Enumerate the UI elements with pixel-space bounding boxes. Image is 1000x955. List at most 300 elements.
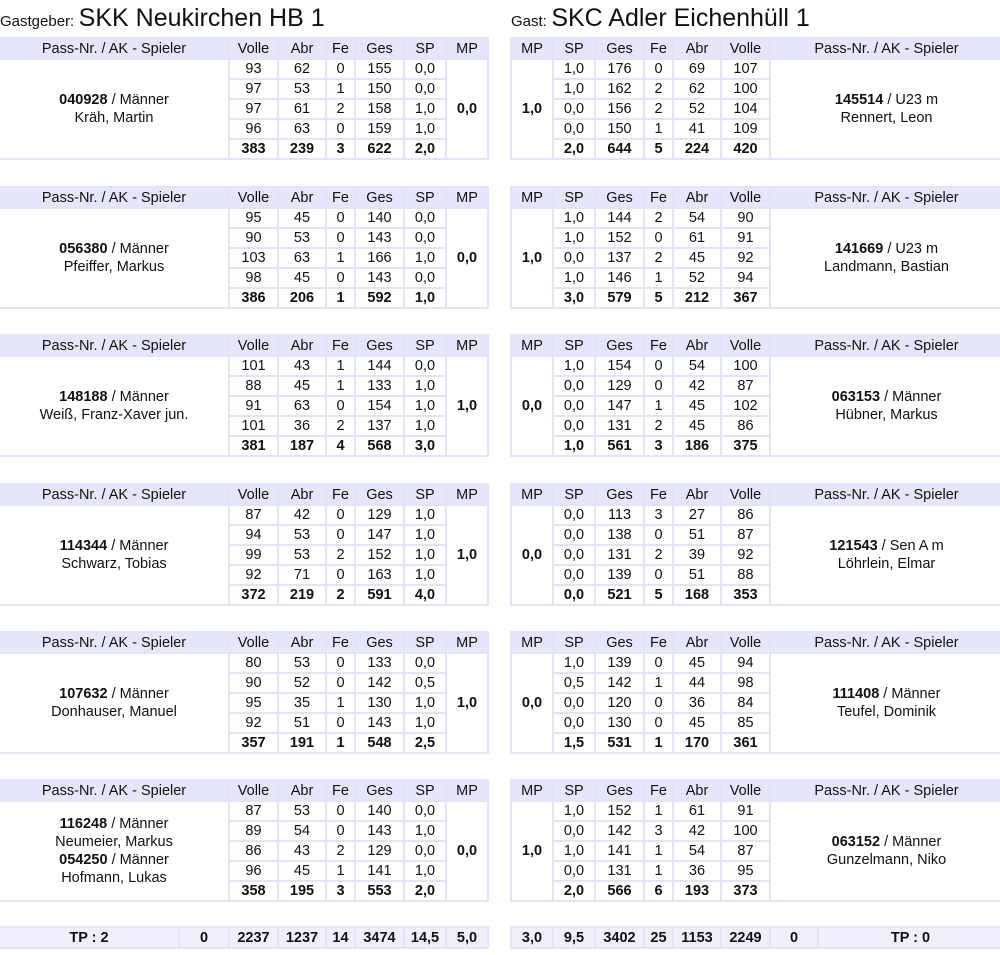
lane-row	[0, 653, 488, 673]
guest-player-table	[510, 779, 1000, 902]
score-cell: 0,0	[404, 79, 446, 99]
score-cell: 1,0	[553, 268, 595, 288]
pass-number: 056380	[59, 241, 108, 257]
score-cell: 0	[326, 59, 355, 79]
score-cell: 0,0	[404, 59, 446, 79]
score-cell: 0,0	[553, 585, 595, 605]
score-cell: 62	[673, 79, 721, 99]
score-cell: 131	[595, 861, 644, 881]
column-header-player: Pass-Nr. / AK - Spieler	[770, 484, 1000, 505]
score-cell: 101	[229, 356, 278, 376]
score-cell: 0	[326, 565, 355, 585]
score-cell: 1	[326, 376, 355, 396]
score-cell: 1	[326, 288, 355, 308]
score-cell: 0	[326, 505, 355, 525]
column-header-mp: MP	[511, 38, 553, 59]
score-cell: 45	[673, 396, 721, 416]
player-name: Kräh, Martin	[74, 110, 154, 126]
home-totals-row	[0, 926, 489, 949]
score-cell: 0	[326, 653, 355, 673]
column-header-mp: MP	[446, 187, 488, 208]
home-team-points: TP : 2	[0, 927, 179, 948]
column-header-ges: Ges	[595, 38, 644, 59]
score-cell: 2	[644, 248, 673, 268]
pass-number: 141669	[834, 241, 884, 257]
match-points-cell: 1,0	[446, 653, 488, 753]
score-cell: 42	[673, 376, 721, 396]
score-cell: 147	[355, 525, 404, 545]
score-cell: 97	[229, 99, 278, 119]
score-cell: 5	[644, 585, 673, 605]
column-header-volle: Volle	[721, 484, 770, 505]
score-cell: 195	[278, 881, 326, 901]
score-cell: 154	[355, 396, 404, 416]
lane-row	[0, 801, 488, 821]
player-name: Donhauser, Manuel	[51, 704, 177, 720]
column-header-fe: Fe	[644, 484, 673, 505]
score-cell: 150	[355, 79, 404, 99]
score-cell: 51	[673, 525, 721, 545]
score-cell: 109	[721, 119, 770, 139]
home-total-fe: 14	[326, 927, 355, 948]
column-header-fe: Fe	[326, 632, 355, 653]
score-cell: 142	[595, 821, 644, 841]
score-cell: 27	[673, 505, 721, 525]
score-cell: 0	[326, 821, 355, 841]
column-header-abr: Abr	[278, 187, 326, 208]
score-cell: 43	[278, 356, 326, 376]
column-header-abr: Abr	[278, 632, 326, 653]
column-header-sp: SP	[404, 632, 446, 653]
column-header-ges: Ges	[355, 335, 404, 356]
column-header-player: Pass-Nr. / AK - Spieler	[770, 780, 1000, 801]
score-cell: 2,0	[553, 881, 595, 901]
score-cell: 139	[595, 653, 644, 673]
header-row	[0, 632, 488, 653]
score-cell: 521	[595, 585, 644, 605]
header-row	[511, 335, 1000, 356]
score-cell: 1	[644, 673, 673, 693]
home-player-table	[0, 779, 489, 902]
score-cell: 2,0	[404, 139, 446, 159]
column-header-fe: Fe	[644, 780, 673, 801]
column-header-mp: MP	[446, 632, 488, 653]
column-header-fe: Fe	[326, 38, 355, 59]
score-cell: 45	[278, 208, 326, 228]
age-class: / Sen A m	[877, 538, 944, 554]
score-cell: 531	[595, 733, 644, 753]
score-cell: 144	[595, 208, 644, 228]
score-cell: 1,0	[553, 79, 595, 99]
header-row	[511, 632, 1000, 653]
score-cell: 103	[229, 248, 278, 268]
column-header-player: Pass-Nr. / AK - Spieler	[770, 187, 1000, 208]
score-cell: 152	[595, 228, 644, 248]
score-cell: 4	[326, 436, 355, 456]
score-cell: 98	[229, 268, 278, 288]
column-header-abr: Abr	[673, 632, 721, 653]
score-cell: 0,0	[553, 376, 595, 396]
score-cell: 2	[326, 841, 355, 861]
column-header-mp: MP	[511, 632, 553, 653]
pass-number: 040928	[59, 92, 108, 108]
player-cell	[0, 356, 229, 456]
score-cell: 353	[721, 585, 770, 605]
score-cell: 1,0	[553, 436, 595, 456]
score-cell: 176	[595, 59, 644, 79]
score-cell: 52	[278, 673, 326, 693]
score-cell: 96	[229, 861, 278, 881]
score-cell: 45	[673, 416, 721, 436]
score-cell: 5	[644, 288, 673, 308]
header-row	[0, 780, 488, 801]
score-cell: 130	[355, 693, 404, 713]
column-header-sp: SP	[404, 38, 446, 59]
score-cell: 138	[595, 525, 644, 545]
column-header-fe: Fe	[326, 335, 355, 356]
score-cell: 140	[355, 208, 404, 228]
age-class: / Männer	[880, 389, 942, 405]
score-cell: 158	[355, 99, 404, 119]
score-cell: 36	[278, 416, 326, 436]
score-cell: 4,0	[404, 585, 446, 605]
score-cell: 0	[326, 396, 355, 416]
age-class: / Männer	[107, 389, 169, 405]
score-cell: 130	[595, 713, 644, 733]
column-header-fe: Fe	[644, 632, 673, 653]
score-cell: 54	[278, 821, 326, 841]
score-cell: 53	[278, 228, 326, 248]
score-cell: 54	[673, 356, 721, 376]
score-cell: 386	[229, 288, 278, 308]
score-cell: 1,0	[553, 356, 595, 376]
score-cell: 54	[673, 841, 721, 861]
score-cell: 85	[721, 713, 770, 733]
score-cell: 53	[278, 545, 326, 565]
column-header-sp: SP	[553, 187, 595, 208]
home-player-table	[0, 334, 489, 457]
score-cell: 0	[644, 693, 673, 713]
guest-team-name: SKC Adler Eichenhüll 1	[551, 4, 810, 32]
score-cell: 5	[644, 139, 673, 159]
column-header-player: Pass-Nr. / AK - Spieler	[770, 632, 1000, 653]
guest-player-table	[510, 631, 1000, 754]
pass-number: 145514	[834, 92, 884, 108]
match-points-cell: 1,0	[511, 59, 553, 159]
age-class: / U23 m	[883, 241, 939, 257]
match-points-cell: 0,0	[511, 356, 553, 456]
score-cell: 1	[644, 841, 673, 861]
score-cell: 0	[644, 713, 673, 733]
score-cell: 358	[229, 881, 278, 901]
score-cell: 54	[673, 208, 721, 228]
score-cell: 100	[721, 79, 770, 99]
score-cell: 0	[326, 268, 355, 288]
score-cell: 191	[278, 733, 326, 753]
score-cell: 0,0	[553, 565, 595, 585]
score-cell: 44	[673, 673, 721, 693]
header-row	[0, 484, 488, 505]
score-cell: 92	[721, 248, 770, 268]
column-header-ges: Ges	[595, 187, 644, 208]
guest-team-points: TP : 0	[818, 927, 1000, 948]
score-cell: 0	[644, 59, 673, 79]
score-cell: 113	[595, 505, 644, 525]
score-cell: 1,0	[404, 288, 446, 308]
column-header-mp: MP	[511, 335, 553, 356]
score-cell: 87	[721, 525, 770, 545]
column-header-sp: SP	[553, 38, 595, 59]
score-cell: 39	[673, 545, 721, 565]
score-cell: 0	[326, 525, 355, 545]
guest-total-fe: 25	[644, 927, 673, 948]
header-row	[0, 187, 488, 208]
score-cell: 162	[595, 79, 644, 99]
pass-number: 063152	[831, 834, 881, 850]
score-cell: 142	[595, 673, 644, 693]
column-header-mp: MP	[446, 335, 488, 356]
pass-number: 148188	[59, 389, 108, 405]
player-pass-line	[0, 240, 228, 258]
score-cell: 357	[229, 733, 278, 753]
score-cell: 42	[278, 505, 326, 525]
column-header-ges: Ges	[355, 484, 404, 505]
score-cell: 84	[721, 693, 770, 713]
score-cell: 367	[721, 288, 770, 308]
score-cell: 381	[229, 436, 278, 456]
score-cell: 420	[721, 139, 770, 159]
player-cell	[770, 356, 1000, 456]
score-cell: 41	[673, 119, 721, 139]
player-cell	[0, 208, 229, 308]
score-cell: 143	[355, 821, 404, 841]
home-player-table	[0, 186, 489, 309]
score-cell: 0,0	[404, 841, 446, 861]
score-cell: 63	[278, 119, 326, 139]
score-cell: 0	[326, 228, 355, 248]
score-cell: 1,0	[404, 525, 446, 545]
lane-row	[511, 505, 1000, 525]
score-cell: 102	[721, 396, 770, 416]
score-cell: 1	[644, 861, 673, 881]
column-header-volle: Volle	[721, 780, 770, 801]
score-cell: 95	[229, 693, 278, 713]
column-header-player: Pass-Nr. / AK - Spieler	[0, 484, 229, 505]
guest-player-table	[510, 483, 1000, 606]
column-header-volle: Volle	[229, 335, 278, 356]
score-cell: 143	[355, 713, 404, 733]
score-cell: 100	[721, 821, 770, 841]
score-cell: 553	[355, 881, 404, 901]
score-cell: 0	[644, 356, 673, 376]
player-pass-line	[0, 537, 228, 555]
score-cell: 1,0	[404, 505, 446, 525]
player-cell	[770, 801, 1000, 901]
score-cell: 2,0	[553, 139, 595, 159]
score-cell: 45	[673, 653, 721, 673]
score-cell: 141	[355, 861, 404, 881]
score-cell: 95	[229, 208, 278, 228]
score-cell: 36	[673, 693, 721, 713]
column-header-fe: Fe	[326, 780, 355, 801]
guest-team-label: Gast:	[511, 13, 547, 30]
home-total-extra: 0	[179, 927, 229, 948]
player-cell	[770, 208, 1000, 308]
player-pass-line	[0, 851, 228, 869]
score-cell: 579	[595, 288, 644, 308]
column-header-sp: SP	[404, 780, 446, 801]
score-cell: 0,0	[553, 396, 595, 416]
guest-team-title	[511, 4, 810, 33]
score-cell: 0,0	[553, 713, 595, 733]
age-class: / Männer	[107, 852, 169, 868]
score-cell: 144	[355, 356, 404, 376]
column-header-player: Pass-Nr. / AK - Spieler	[0, 187, 229, 208]
score-cell: 1,0	[404, 376, 446, 396]
score-cell: 107	[721, 59, 770, 79]
score-cell: 1	[644, 801, 673, 821]
column-header-ges: Ges	[355, 780, 404, 801]
score-cell: 133	[355, 376, 404, 396]
player-name: Gunzelmann, Niko	[826, 852, 947, 868]
score-cell: 1	[644, 733, 673, 753]
score-cell: 1,0	[404, 119, 446, 139]
score-cell: 644	[595, 139, 644, 159]
score-cell: 1	[326, 248, 355, 268]
header-row	[511, 484, 1000, 505]
column-header-sp: SP	[553, 335, 595, 356]
score-cell: 1,0	[404, 248, 446, 268]
player-cell	[0, 653, 229, 753]
match-points-cell: 0,0	[446, 801, 488, 901]
player-name: Schwarz, Tobias	[61, 556, 167, 572]
player-cell	[0, 505, 229, 605]
score-cell: 147	[595, 396, 644, 416]
column-header-mp: MP	[511, 484, 553, 505]
score-cell: 154	[595, 356, 644, 376]
score-cell: 86	[229, 841, 278, 861]
score-cell: 1	[644, 396, 673, 416]
score-cell: 53	[278, 79, 326, 99]
pass-number: 063153	[831, 389, 881, 405]
score-cell: 1	[644, 119, 673, 139]
score-cell: 86	[721, 416, 770, 436]
score-cell: 2	[326, 416, 355, 436]
home-total-ges: 3474	[355, 927, 404, 948]
score-cell: 91	[721, 801, 770, 821]
guest-total-sp: 9,5	[553, 927, 595, 948]
score-cell: 0	[326, 119, 355, 139]
score-cell: 0	[326, 673, 355, 693]
score-cell: 592	[355, 288, 404, 308]
score-cell: 0,0	[553, 693, 595, 713]
player-name: Rennert, Leon	[840, 110, 933, 126]
score-cell: 120	[595, 693, 644, 713]
pass-number: 054250	[59, 852, 108, 868]
column-header-player: Pass-Nr. / AK - Spieler	[0, 780, 229, 801]
score-cell: 63	[278, 396, 326, 416]
score-cell: 131	[595, 416, 644, 436]
column-header-abr: Abr	[278, 38, 326, 59]
column-header-player: Pass-Nr. / AK - Spieler	[0, 335, 229, 356]
score-cell: 1,0	[553, 801, 595, 821]
score-cell: 87	[229, 505, 278, 525]
score-cell: 95	[721, 861, 770, 881]
column-header-volle: Volle	[229, 780, 278, 801]
player-name: Landmann, Bastian	[824, 259, 949, 275]
score-cell: 150	[595, 119, 644, 139]
score-cell: 2,5	[404, 733, 446, 753]
player-pass-line	[771, 91, 1000, 109]
home-team-name: SKK Neukirchen HB 1	[78, 4, 325, 32]
column-header-mp: MP	[446, 38, 488, 59]
score-cell: 94	[721, 653, 770, 673]
score-cell: 1	[326, 356, 355, 376]
column-header-mp: MP	[511, 780, 553, 801]
column-header-volle: Volle	[721, 187, 770, 208]
header-row	[511, 38, 1000, 59]
column-header-sp: SP	[553, 632, 595, 653]
score-cell: 51	[673, 565, 721, 585]
score-cell: 88	[721, 565, 770, 585]
score-cell: 43	[278, 841, 326, 861]
column-header-volle: Volle	[721, 38, 770, 59]
match-points-cell: 0,0	[446, 208, 488, 308]
score-cell: 1	[326, 733, 355, 753]
column-header-fe: Fe	[644, 38, 673, 59]
column-header-ges: Ges	[595, 484, 644, 505]
score-cell: 142	[355, 673, 404, 693]
player-cell	[0, 59, 229, 159]
score-cell: 137	[595, 248, 644, 268]
column-header-abr: Abr	[673, 780, 721, 801]
score-cell: 0,0	[553, 505, 595, 525]
column-header-volle: Volle	[721, 632, 770, 653]
score-cell: 89	[229, 821, 278, 841]
score-cell: 63	[278, 248, 326, 268]
age-class: / Männer	[107, 686, 169, 702]
column-header-abr: Abr	[673, 484, 721, 505]
score-cell: 0,0	[404, 268, 446, 288]
score-cell: 101	[229, 416, 278, 436]
score-cell: 0	[326, 208, 355, 228]
score-cell: 42	[673, 821, 721, 841]
player-pass-line	[0, 388, 228, 406]
column-header-volle: Volle	[721, 335, 770, 356]
score-cell: 224	[673, 139, 721, 159]
home-total-abr: 1237	[278, 927, 326, 948]
score-cell: 1,0	[404, 713, 446, 733]
score-cell: 0,0	[553, 821, 595, 841]
score-cell: 0,5	[404, 673, 446, 693]
score-cell: 1,0	[553, 208, 595, 228]
score-cell: 94	[229, 525, 278, 545]
score-cell: 163	[355, 565, 404, 585]
lane-row	[511, 356, 1000, 376]
score-cell: 92	[229, 713, 278, 733]
column-header-volle: Volle	[229, 38, 278, 59]
lane-row	[0, 505, 488, 525]
score-cell: 88	[229, 376, 278, 396]
score-cell: 2	[326, 585, 355, 605]
player-name: Teufel, Dominik	[836, 704, 937, 720]
player-name: Pfeiffer, Markus	[63, 259, 165, 275]
player-name: Hofmann, Lukas	[61, 870, 167, 886]
guest-total-volle: 2249	[721, 927, 770, 948]
score-cell: 375	[721, 436, 770, 456]
pass-number: 111408	[832, 686, 880, 702]
score-cell: 87	[229, 801, 278, 821]
